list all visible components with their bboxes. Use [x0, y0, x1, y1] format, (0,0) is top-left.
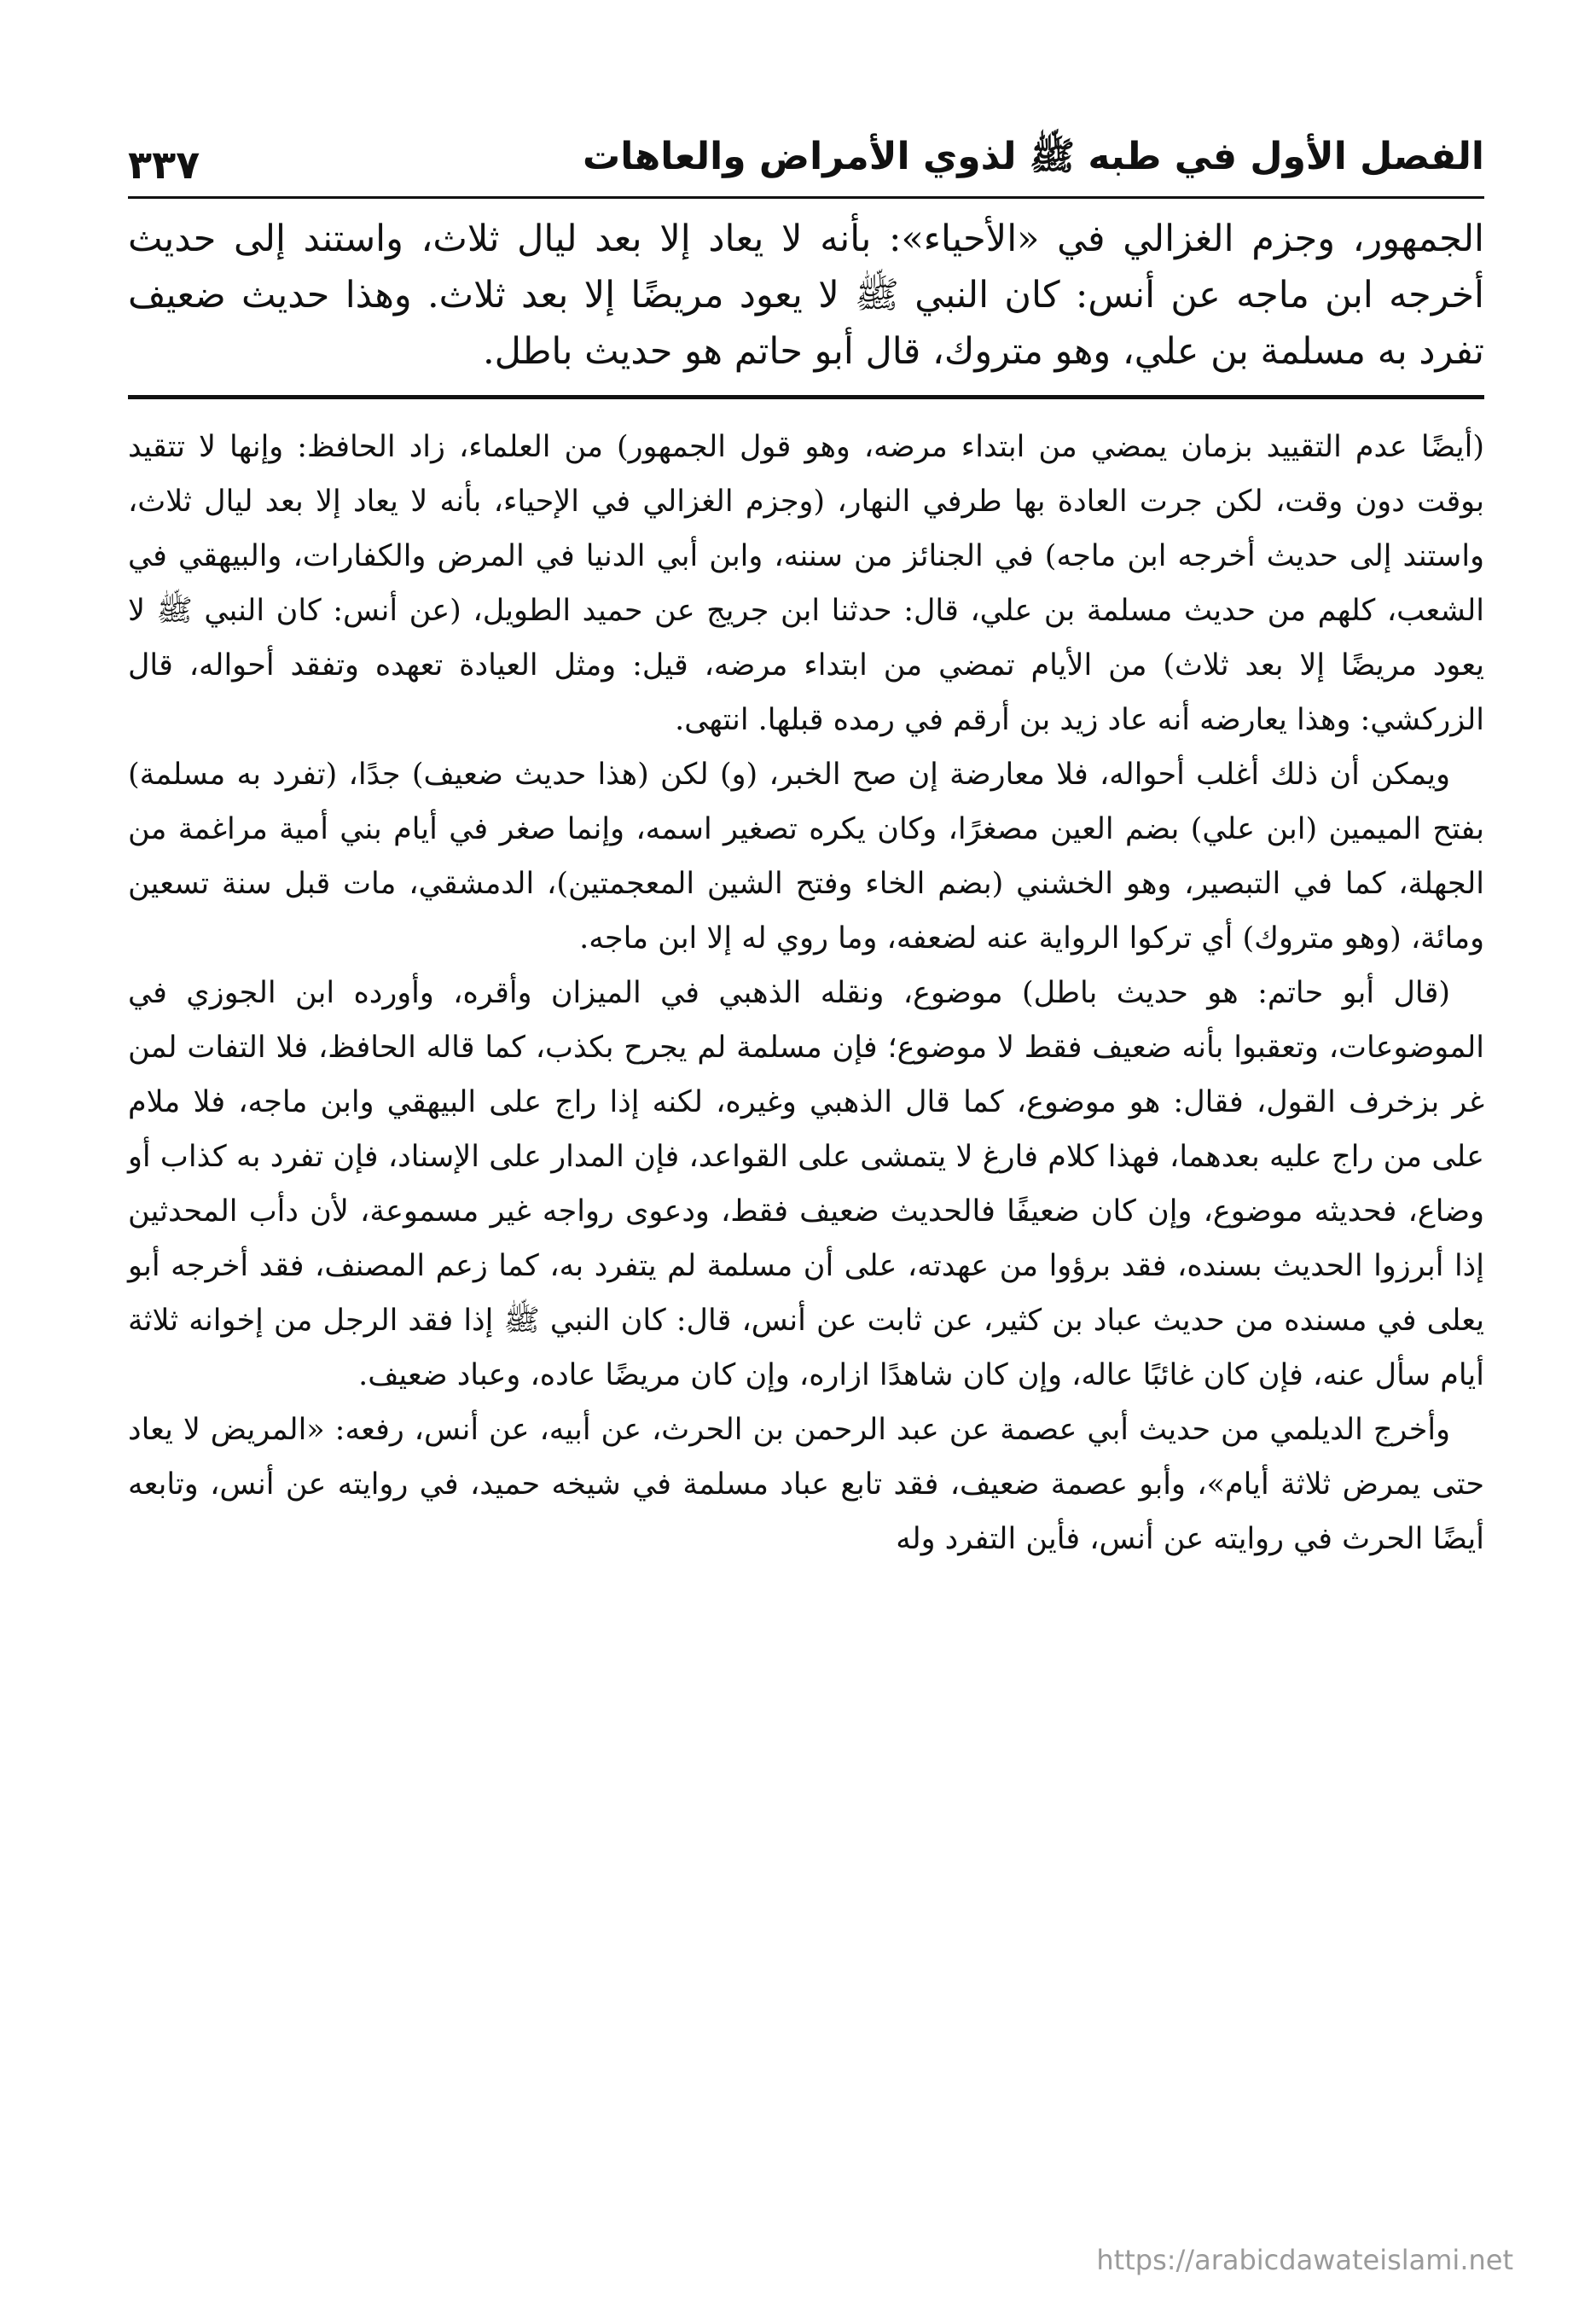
page-number: ٣٣٧ [128, 142, 200, 188]
main-paragraph: الجمهور، وجزم الغزالي في «الأحياء»: بأنه لا يعاد إلا بعد ليال ثلاث، واستند إلى حديث أخرجه ابن ماجه عن أنس: كان النبي ﷺ لا يعود مريضًا إلا بعد ثلاث. وهذا حديث ضعيف تفرد به مسلمة بن علي، وهو متروك، قال أبو حاتم هو حديث باطل. [128, 218, 1484, 373]
header-rule [128, 196, 1484, 199]
commentary [128, 420, 1484, 1566]
commentary-paragraph: وأخرج الديلمي من حديث أبي عصمة عن عبد الرحمن بن الحرث، عن أبيه، عن أنس، رفعه: «المريض لا يعاد حتى يمرض ثلاثة أيام»، وأبو عصمة ضعيف، فقد تابع عباد مسلمة في شيخه حميد، في روايته عن أنس، وتابعه أيضًا الحرث في روايته عن أنس، فأين التفرد وله [128, 1413, 1484, 1556]
commentary-paragraph: (قال أبو حاتم: هو حديث باطل) موضوع، ونقله الذهبي في الميزان وأقره، وأورده ابن الجوزي في الموضوعات، وتعقبوا بأنه ضعيف فقط لا موضوع؛ فإن مسلمة لم يجرح بكذب، كما قاله الحافظ، فلا التفات لمن غر بزخرف القول، فقال: هو موضوع، كما قال الذهبي وغيره، لكنه إذا راج على البيهقي وابن ماجه، فلا ملام على من راج عليه بعدهما، فهذا كلام فارغ لا يتمشى على القواعد، فإن المدار على الإسناد، فإن تفرد به كذاب أو وضاع، فحديثه موضوع، وإن كان ضعيفًا فالحديث ضعيف فقط، ودعوى رواجه غير مسموعة، لأن دأب المحدثين إذا أبرزوا الحديث بسنده، فقد برؤوا من عهدته، على أن مسلمة لم يتفرد به، كما زعم المصنف، فقد أخرجه أبو يعلى في مسنده من حديث عباد بن كثير، عن ثابت عن أنس، قال: كان النبي ﷺ إذا فقد الرجل من إخوانه ثلاثة أيام سأل عنه، فإن كان غائبًا عاله، وإن كان شاهدًا ازاره، وإن كان مريضًا عاده، وعباد ضعيف. [128, 976, 1484, 1392]
section-divider [128, 395, 1484, 399]
chapter-title: الفصل الأول في طبه ﷺ لذوي الأمراض والعاهات [583, 135, 1484, 178]
commentary-paragraph: (أيضًا عدم التقييد بزمان يمضي من ابتداء مرضه، وهو قول الجمهور) من العلماء، زاد الحافظ: وإنها لا تتقيد بوقت دون وقت، لكن جرت العادة بها طرفي النهار، (وجزم الغزالي في الإحياء، بأنه لا يعاد إلا بعد ليال ثلاث، واستند إلى حديث أخرجه ابن ماجه) في الجنائز من سننه، وابن أبي الدنيا في المرض والكفارات، والبيهقي في الشعب، كلهم من حديث مسلمة بن علي، قال: حدثنا ابن جريج عن حميد الطويل، (عن أنس: كان النبي ﷺ لا يعود مريضًا إلا بعد ثلاث) من الأيام تمضي من ابتداء مرضه، قيل: ومثل العيادة تعهده وتفقد أحواله، قال الزركشي: وهذا يعارضه أنه عاد زيد بن أرقم في رمده قبلها. انتهى. [128, 430, 1484, 737]
main-text [128, 211, 1484, 380]
watermark-url: https://arabicdawateislami.net [1096, 2244, 1513, 2276]
running-header [128, 128, 1484, 188]
commentary-paragraph: ويمكن أن ذلك أغلب أحواله، فلا معارضة إن صح الخبر، (و) لكن (هذا حديث ضعيف) جدًا، (تفرد به مسلمة) بفتح الميمين (ابن علي) بضم العين مصغرًا، وكان يكره تصغير اسمه، وإنما صغر في أيام بني أمية مراغمة من الجهلة، كما في التبصير، وهو الخشني (بضم الخاء وفتح الشين المعجمتين)، الدمشقي، مات قبل سنة تسعين ومائة، (وهو متروك) أي تركوا الرواية عنه لضعفه، وما روي له إلا ابن ماجه. [128, 758, 1484, 956]
book-page [128, 128, 1484, 1566]
